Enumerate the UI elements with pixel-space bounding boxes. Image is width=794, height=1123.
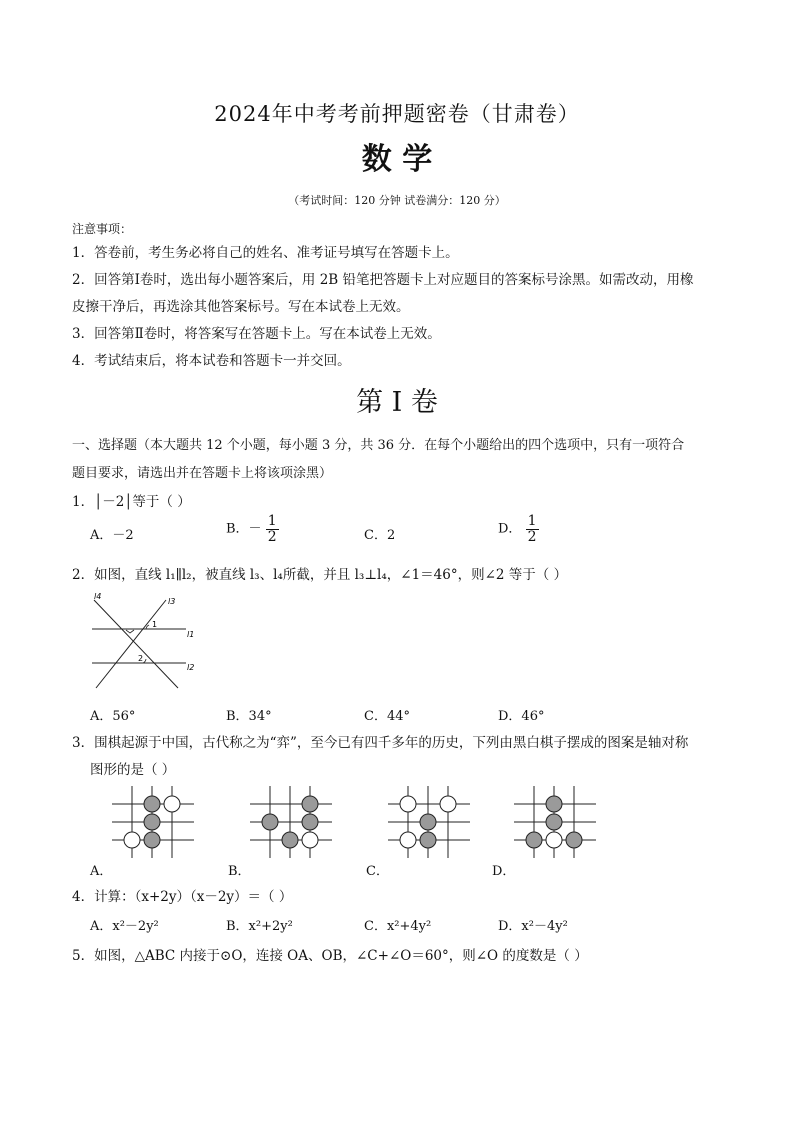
label-l2: l2: [187, 663, 195, 672]
q1-option-c: C．2: [364, 528, 396, 543]
black-stone: [526, 832, 542, 848]
paper-title: 2024年中考考前押题密卷（甘肃卷）: [214, 102, 580, 126]
q1-option-a: A．－2: [90, 528, 134, 543]
white-stone: [440, 796, 456, 812]
fraction-denominator: 2: [527, 528, 537, 545]
fraction-numerator: 1: [267, 513, 277, 529]
note-item: 4．考试结束后，将本试卷和答题卡一并交回。: [72, 353, 351, 369]
q3-option-b: B．: [228, 864, 251, 879]
q4-option-a: A．x²－2y²: [90, 919, 159, 934]
q1-option-d: [498, 514, 539, 544]
q3-option-c: C．: [366, 864, 389, 879]
black-stone: [144, 832, 160, 848]
q3-stem: 3．围棋起源于中国，古代称之为“弈”，至今已有四千多年的历史，下列由黑白棋子摆成的图案是轴对称: [72, 735, 689, 751]
label-l4: l4: [94, 592, 102, 601]
q1-option-d-prefix: D．: [498, 521, 522, 537]
black-stone: [144, 814, 160, 830]
white-stone: [164, 796, 180, 812]
q2-option-a: A．56°: [90, 709, 136, 724]
label-l1: l1: [187, 630, 195, 639]
black-stone: [546, 814, 562, 830]
q4-option-c: C．x²+4y²: [364, 919, 432, 934]
section-heading-cont: 题目要求，请选出并在答题卡上将该项涂黑）: [72, 466, 333, 481]
q3-go-board-c: [388, 786, 470, 858]
section-heading: 一、选择题（本大题共 12 个小题，每小题 3 分，共 36 分．在每个小题给出的四个选项中，只有一项符合: [72, 438, 685, 453]
exam-info: （考试时间：120 分钟 试卷满分：120 分）: [288, 194, 506, 207]
q3-go-board-a: [112, 786, 194, 858]
q1-stem: 1．│－2│等于（ ）: [72, 494, 191, 510]
q2-parallel-lines-figure: [86, 590, 206, 694]
fraction-denominator: 2: [267, 528, 277, 545]
q3-option-a: A．: [90, 864, 113, 879]
right-angle-mark: [126, 630, 134, 633]
note-item: 皮擦干净后，再选涂其他答案标号。写在本试卷上无效。: [72, 299, 410, 315]
volume-title: 第 I 卷: [356, 387, 438, 418]
q5-stem: 5．如图，△ABC 内接于⊙O，连接 OA、OB，∠C+∠O＝60°，则∠O 的度数是（ ）: [72, 948, 588, 964]
note-item: 3．回答第Ⅱ卷时，将答案写在答题卡上。写在本试卷上无效。: [72, 326, 441, 342]
white-stone: [400, 832, 416, 848]
note-item: 2．回答第Ⅰ卷时，选出每小题答案后，用 2B 铅笔把答题卡上对应题目的答案标号涂黑。如需改动，用橡: [72, 272, 694, 288]
q4-option-b: B．x²+2y²: [226, 919, 293, 934]
q3-stem-cont: 图形的是（ ）: [90, 762, 176, 778]
q1-option-d-fraction: [526, 514, 539, 544]
black-stone: [144, 796, 160, 812]
white-stone: [302, 832, 318, 848]
white-stone: [546, 832, 562, 848]
fraction-numerator: 1: [527, 513, 537, 529]
white-stone: [124, 832, 140, 848]
notes-heading: 注意事项：: [72, 222, 133, 236]
q3-option-d: D．: [492, 864, 516, 879]
black-stone: [262, 814, 278, 830]
label-angle-1: 1: [152, 620, 158, 629]
q2-option-d: D．46°: [498, 709, 545, 724]
q3-go-board-d: [514, 786, 596, 858]
note-item: 1．答卷前，考生务必将自己的姓名、准考证号填写在答题卡上。: [72, 245, 459, 261]
label-l3: l3: [168, 597, 176, 606]
q4-stem: 4．计算：（x+2y）（x－2y）＝（ ）: [72, 889, 293, 905]
subject-title: 数 学: [361, 142, 433, 177]
black-stone: [302, 814, 318, 830]
black-stone: [282, 832, 298, 848]
white-stone: [400, 796, 416, 812]
q2-option-c: C．44°: [364, 709, 410, 724]
black-stone: [420, 832, 436, 848]
q2-option-b: B．34°: [226, 709, 272, 724]
q4-option-d: D．x²－4y²: [498, 919, 568, 934]
q2-stem: 2．如图，直线 l₁∥l₂，被直线 l₃、l₄所截，并且 l₃⊥l₄，∠1＝46°，则∠2 等于（ ）: [72, 567, 568, 583]
black-stone: [302, 796, 318, 812]
q1-option-b-prefix: B．－: [226, 521, 262, 537]
label-angle-2: 2: [138, 654, 144, 663]
angle-1-arc: [146, 625, 149, 629]
black-stone: [420, 814, 436, 830]
q1-option-b-fraction: [266, 514, 279, 544]
q3-go-board-b: [250, 786, 332, 858]
black-stone: [546, 796, 562, 812]
q1-option-b: [226, 514, 279, 544]
angle-2-arc: [143, 659, 146, 663]
black-stone: [566, 832, 582, 848]
